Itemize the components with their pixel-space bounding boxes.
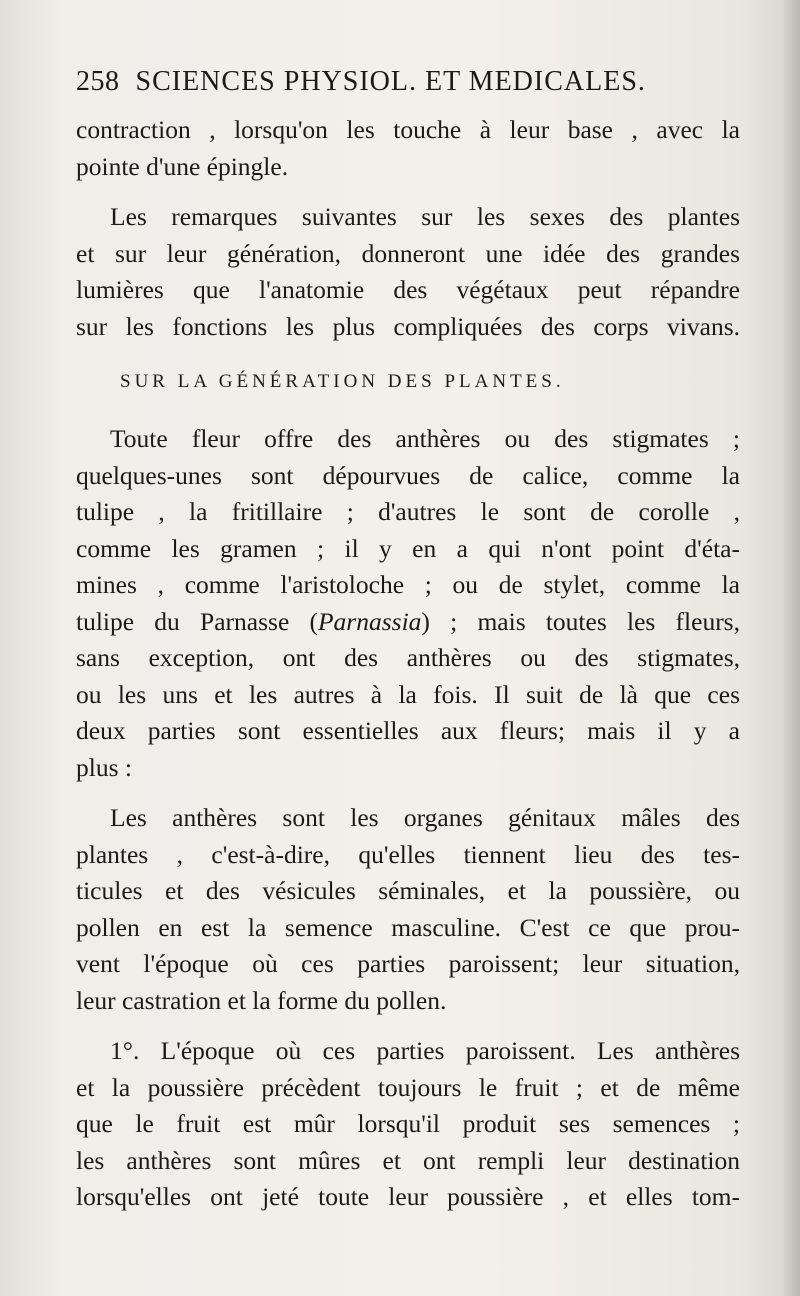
text-line-with-italic [76, 604, 740, 641]
text-line: et la poussière précèdent toujours le fruit ; et de même [76, 1072, 740, 1102]
text-line: mines , comme l'aristoloche ; ou de stylet, comme la [76, 570, 740, 599]
text-line: pollen en est la semence masculine. C'est ce que prou- [76, 912, 740, 942]
text-line: tulipe , la fritillaire ; d'autres le sont de corolle , [76, 497, 740, 526]
running-title: SCIENCES PHYSIOL. ET MEDICALES. [135, 66, 646, 97]
text-line: lumières que l'anatomie des végétaux peut répandre [76, 275, 740, 304]
text-line: vent l'époque où ces parties paroissent; leur situation, [76, 949, 740, 978]
text-line: Les remarques suivantes sur les sexes des plantes [110, 202, 740, 231]
text-line: Les anthères sont les organes génitaux mâles des [110, 803, 740, 832]
text-line: ou les uns et les autres à la fois. Il suit de là que ces [76, 679, 740, 709]
text-line: pointe d'une épingle. [76, 151, 289, 181]
text-line: que le fruit est mûr lorsqu'il produit ses semences ; [76, 1109, 740, 1138]
text-line: sur les fonctions les plus compliquées des corps vivans. [76, 311, 740, 341]
text-line: sans exception, ont des anthères ou des stigmates, [76, 643, 740, 672]
text-line: les anthères sont mûres et ont rempli leur destination [76, 1145, 740, 1175]
page-number: 258 [76, 66, 120, 97]
text-line: deux parties sont essentielles aux fleurs; mais il y a [76, 716, 740, 745]
page-content [76, 66, 740, 1216]
text-segment: tulipe du Parnasse ( [76, 606, 318, 636]
text-line: comme les gramen ; il y en a qui n'ont point d'éta- [76, 533, 740, 563]
page-gutter-shadow [782, 0, 800, 1296]
text-line: contraction , lorsqu'on les touche à leur base , avec la [76, 115, 740, 144]
paragraph-intro [76, 199, 740, 345]
page-header [76, 66, 740, 112]
section-heading: SUR LA GÉNÉRATION DES PLANTES. [120, 371, 565, 392]
text-line: leur castration et la forme du pollen. [76, 985, 447, 1015]
paragraph-continuation [76, 112, 740, 185]
text-line: Toute fleur offre des anthères ou des stigmates ; [110, 424, 740, 453]
paragraph-epoch [76, 1033, 740, 1216]
italic-term: Parnassia [317, 606, 422, 636]
text-segment: ) ; mais toutes les fleurs, [421, 606, 740, 636]
text-line: plantes , c'est-à-dire, qu'elles tiennent lieu des tes- [76, 839, 740, 869]
paragraph-flowers [76, 421, 740, 786]
text-line: et sur leur génération, donneront une idée des grandes [76, 238, 740, 268]
text-line: 1°. L'époque où ces parties paroissent. Les anthères [110, 1036, 740, 1065]
text-line: quelques-unes sont dépourvues de calice, comme la [76, 460, 740, 490]
text-line: plus : [76, 752, 132, 782]
paragraph-anthers [76, 800, 740, 1019]
text-line: lorsqu'elles ont jeté toute leur poussière , et elles tom- [76, 1182, 740, 1211]
text-line: ticules et des vésicules séminales, et la poussière, ou [76, 876, 740, 905]
